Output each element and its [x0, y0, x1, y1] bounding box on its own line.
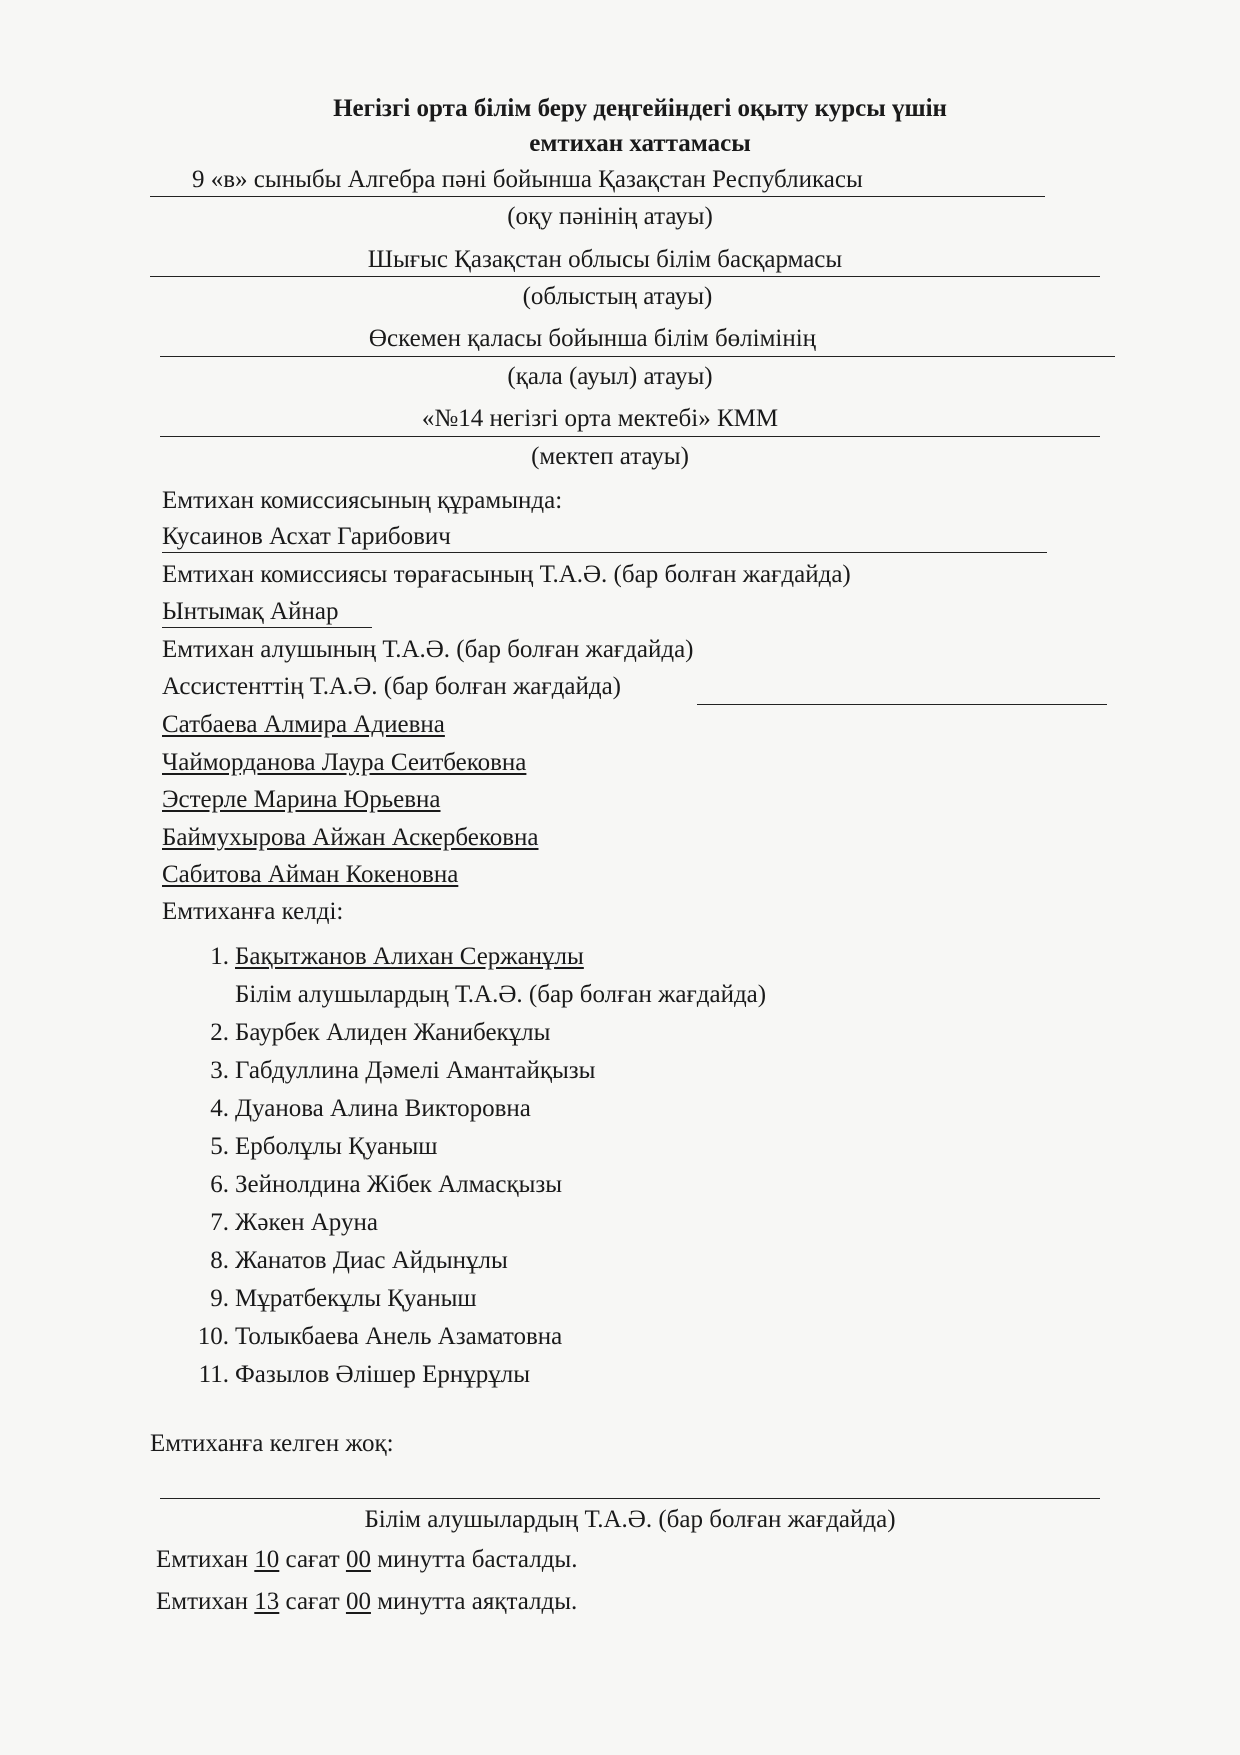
student-name: Фазылов Әлішер Ернұрұлы — [235, 1361, 531, 1388]
student-name: Баурбек Алиден Жанибекұлы — [235, 1019, 551, 1046]
assistant-name-4: Баймухырова Айжан Аскербековна — [162, 824, 539, 851]
exam-end-time — [156, 1588, 577, 1616]
student-number: 6. — [210, 1171, 229, 1198]
document-title-line2: емтихан хаттамасы — [529, 130, 751, 157]
student-number: 7. — [210, 1209, 229, 1236]
exam-start-time — [156, 1546, 577, 1574]
list-item — [192, 1323, 562, 1351]
students-caption-item — [235, 981, 766, 1009]
list-item — [192, 1209, 378, 1237]
assistant-name-2: Чайморданова Лаура Сеитбековна — [162, 749, 527, 776]
student-number: 3. — [210, 1057, 229, 1084]
start-minute: 00 — [345, 1546, 371, 1573]
list-item — [192, 1019, 550, 1047]
student-name: Жанатов Диас Айдынұлы — [235, 1247, 508, 1274]
chair-caption: Емтихан комиссиясы төрағасының Т.А.Ә. (бар болған жағдайда) — [162, 561, 851, 588]
student-name: Бақытжанов Алихан Сержанұлы — [235, 943, 584, 970]
end-mid: сағат — [279, 1588, 346, 1615]
school-caption: (мектеп атауы) — [531, 443, 689, 470]
end-hour: 13 — [254, 1588, 280, 1615]
absent-heading: Емтиханға келген жоқ: — [150, 1430, 394, 1457]
student-list — [192, 0, 892, 1755]
region-name: Шығыс Қазақстан облысы білім басқармасы — [367, 246, 843, 273]
absent-caption: Білім алушылардың Т.А.Ә. (бар болған жағдайда) — [364, 1506, 896, 1533]
examiner-caption: Емтихан алушының Т.А.Ә. (бар болған жағдайда) — [162, 636, 694, 663]
student-number: 4. — [210, 1095, 229, 1122]
assistant-name-3: Эстерле Марина Юрьевна — [162, 786, 441, 813]
student-number: 1. — [210, 943, 229, 970]
commission-heading: Емтихан комиссиясының құрамында: — [162, 487, 563, 514]
start-suffix: минутта басталды. — [370, 1546, 578, 1573]
student-name: Толыкбаева Анель Азаматовна — [235, 1323, 563, 1350]
assistant-name-1: Сатбаева Алмира Адиевна — [162, 711, 445, 738]
list-item — [192, 1361, 530, 1389]
assistant-caption: Ассистенттің Т.А.Ә. (бар болған жағдайда) — [162, 673, 621, 700]
students-caption: Білім алушылардың Т.А.Ә. (бар болған жағдайда) — [235, 981, 767, 1008]
end-suffix: минутта аяқталды. — [370, 1588, 578, 1615]
student-number: 5. — [210, 1133, 229, 1160]
end-prefix: Емтихан — [156, 1588, 255, 1615]
examiner-name: Ынтымақ Айнар — [162, 598, 339, 625]
student-name: Габдуллина Дәмелі Амантайқызы — [235, 1057, 596, 1084]
student-number: 9. — [210, 1285, 229, 1312]
student-number: 10. — [197, 1323, 229, 1350]
student-name: Дуанова Алина Викторовна — [235, 1095, 531, 1122]
chair-name: Кусаинов Асхат Гарибович — [162, 523, 451, 550]
list-item — [192, 1171, 562, 1199]
list-item — [192, 1133, 438, 1161]
city-name: Өскемен қаласы бойынша білім бөлімінің — [368, 325, 817, 352]
student-name: Жәкен Аруна — [235, 1209, 378, 1236]
student-name: Ерболұлы Қуаныш — [235, 1133, 438, 1160]
subject-line: 9 «в» сыныбы Алгебра пәні бойынша Қазақстан Республикасы — [192, 166, 863, 193]
student-name: Мұратбекұлы Қуаныш — [235, 1285, 477, 1312]
start-mid: сағат — [279, 1546, 346, 1573]
region-caption: (облыстың атауы) — [522, 283, 713, 310]
list-item — [192, 1285, 477, 1313]
start-prefix: Емтихан — [156, 1546, 255, 1573]
student-number: 2. — [210, 1019, 229, 1046]
document-title-line1: Негізгі орта білім беру деңгейіндегі оқыту курсы үшін — [333, 95, 947, 122]
city-caption: (қала (ауыл) атауы) — [507, 363, 713, 390]
list-item — [192, 943, 584, 971]
subject-caption: (оқу пәнінің атауы) — [507, 203, 713, 230]
list-item — [192, 1057, 595, 1085]
student-number: 11. — [198, 1361, 229, 1388]
absent-underline — [160, 1498, 1100, 1499]
list-item — [192, 1095, 531, 1123]
start-hour: 10 — [254, 1546, 280, 1573]
end-minute: 00 — [345, 1588, 371, 1615]
school-name: «№14 негізгі орта мектебі» КММ — [421, 405, 779, 432]
student-number: 8. — [210, 1247, 229, 1274]
attended-heading: Емтиханға келді: — [162, 898, 344, 925]
student-name: Зейнолдина Жібек Алмасқызы — [235, 1171, 563, 1198]
list-item — [192, 1247, 508, 1275]
assistant-name-5: Сабитова Айман Кокеновна — [162, 861, 459, 888]
